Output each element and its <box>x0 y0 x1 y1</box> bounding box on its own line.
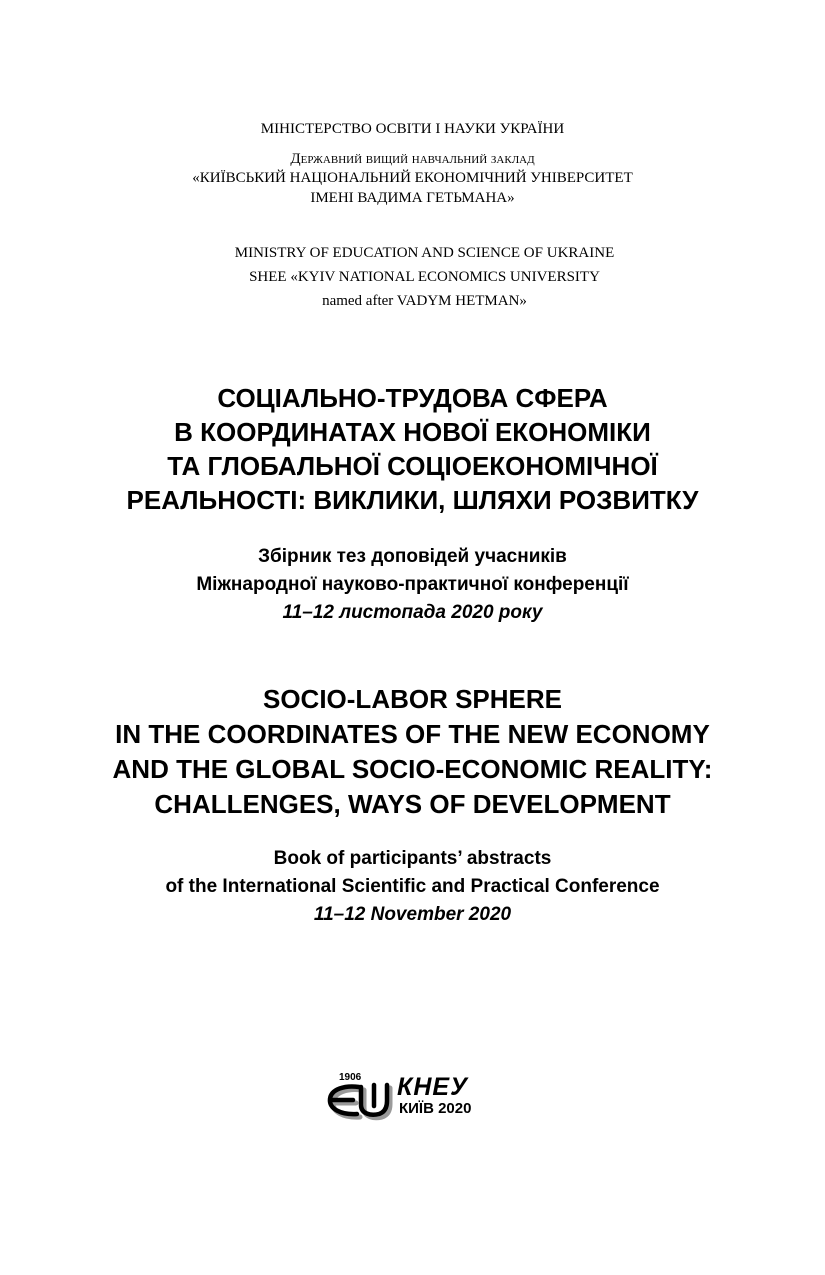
title-ua-line1: СОЦІАЛЬНО-ТРУДОВА СФЕРА <box>217 383 608 413</box>
subtitle-en-line1: Book of participants’ abstracts <box>273 848 552 869</box>
title-ua-line2: В КООРДИНАТАХ НОВОЇ ЕКОНОМІКИ <box>174 417 651 447</box>
university-name-ua-line1: «КИЇВСЬКИЙ НАЦІОНАЛЬНИЙ ЕКОНОМІЧНИЙ УНІВЕРСИТЕТ <box>192 170 633 186</box>
title-en-line4: CHALLENGES, WAYS OF DEVELOPMENT <box>154 789 671 819</box>
logo-founding-year: 1906 <box>339 1072 362 1083</box>
ministry-name-ua: МІНІСТЕРСТВО ОСВІТИ І НАУКИ УКРАЇНИ <box>260 121 565 137</box>
title-en-line3: AND THE GLOBAL SOCIO-ECONOMIC REALITY: <box>112 754 713 784</box>
header-english <box>12 241 825 313</box>
title-en-line1: SOCIO-LABOR SPHERE <box>262 684 563 714</box>
conference-date-ua: 11–12 листопада 2020 року <box>282 602 543 623</box>
ministry-name-en: MINISTRY OF EDUCATION AND SCIENCE OF UKRAINE <box>234 245 615 261</box>
title-ua-line4: РЕАЛЬНОСТІ: ВИКЛИКИ, ШЛЯХИ РОЗВИТКУ <box>126 485 699 515</box>
subtitle-english <box>0 845 825 929</box>
title-en-line2: IN THE COORDINATES OF THE NEW ECONOMY <box>115 719 710 749</box>
title-ukrainian <box>0 381 825 517</box>
logo-university-abbreviation: КНЕУ <box>397 1073 469 1101</box>
logo-city-year: КИЇВ 2020 <box>399 1100 472 1117</box>
university-name-en-line1: SHEE «KYIV NATIONAL ECONOMICS UNIVERSITY <box>249 269 600 285</box>
university-name-ua-line2: ІМЕНІ ВАДИМА ГЕТЬМАНА» <box>310 190 515 206</box>
university-name-en-line2: named after VADYM HETMAN» <box>322 293 527 309</box>
title-english <box>0 682 825 822</box>
subtitle-ua-line1: Збірник тез доповідей учасників <box>258 546 567 567</box>
publisher-logo <box>326 1072 498 1124</box>
conference-date-en: 11–12 November 2020 <box>313 904 512 925</box>
subtitle-ua-line2: Міжнародної науково-практичної конференції <box>196 574 629 595</box>
institution-type-ua: Державний вищий навчальний заклад <box>290 151 535 167</box>
subtitle-en-line2: of the International Scientific and Practical Conference <box>165 876 660 897</box>
title-ua-line3: ТА ГЛОБАЛЬНОЇ СОЦІОЕКОНОМІЧНОЇ <box>167 451 658 481</box>
subtitle-ukrainian <box>0 543 825 627</box>
header-ukrainian <box>0 119 825 208</box>
